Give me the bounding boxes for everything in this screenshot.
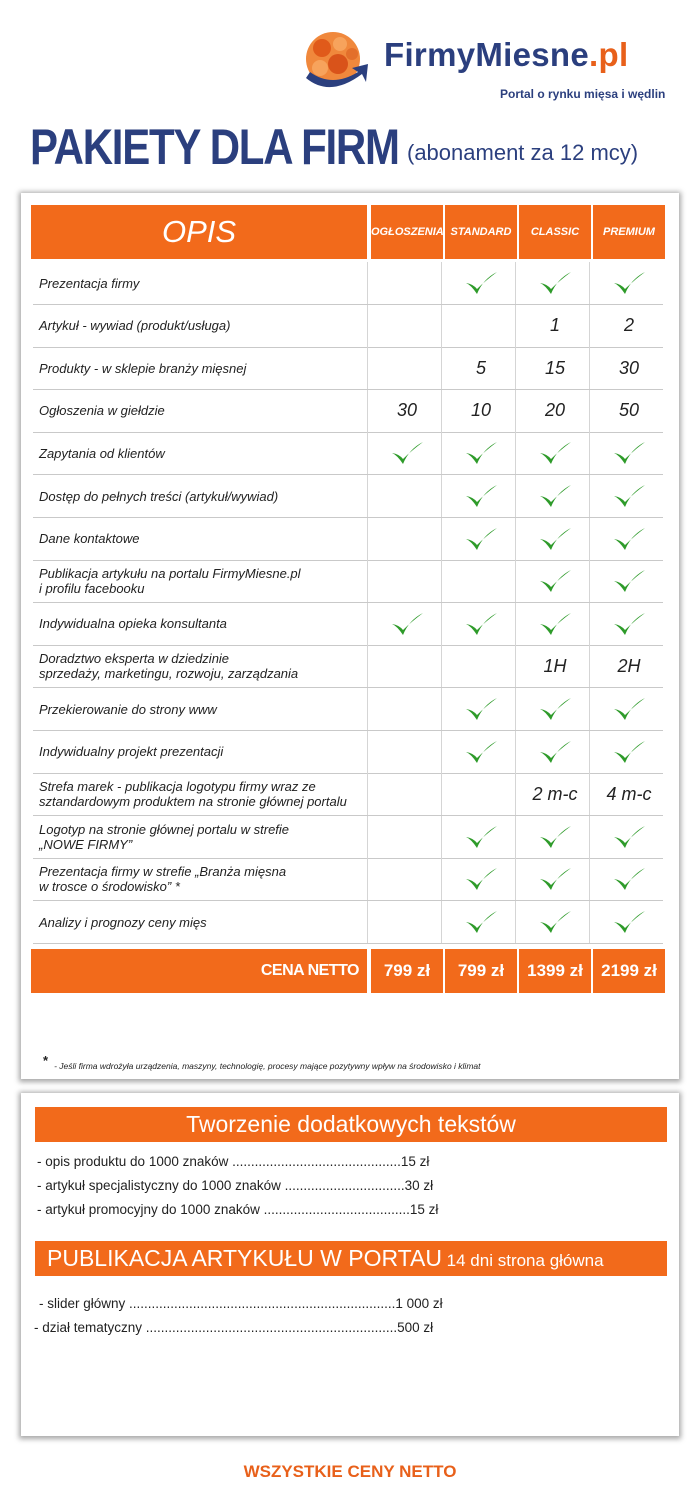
publication-title-main: PUBLIKACJA ARTYKUŁU W PORTAU [47, 1245, 442, 1271]
checkmark-icon [593, 731, 665, 773]
column-divider [367, 731, 368, 773]
table-row [33, 603, 663, 646]
row-label: Publikacja artykułu na portalu FirmyMiesne.pl i profilu facebooku [39, 566, 301, 597]
bottom-note: WSZYSTKIE CENY NETTO [243, 1462, 457, 1481]
row-label: Indywidualna opieka konsultanta [39, 616, 227, 632]
table-row [33, 858, 663, 901]
cell-empty [445, 645, 517, 687]
cell-empty [371, 560, 443, 602]
table-row [33, 773, 663, 816]
checkmark-icon [519, 816, 591, 858]
row-label: Prezentacja firmy w strefie „Branża mięsna w trosce o środowisko” * [39, 864, 287, 895]
price-standard: 799 zł [445, 949, 517, 993]
table-row [33, 816, 663, 859]
checkmark-icon [593, 560, 665, 602]
column-divider [367, 816, 368, 858]
cell-value: 2 [623, 315, 634, 336]
column-divider [367, 347, 368, 389]
table-row [33, 390, 663, 433]
table-row [33, 518, 663, 561]
cell-empty [371, 645, 443, 687]
checkmark-icon [519, 858, 591, 900]
table-row [33, 560, 663, 603]
header-col-classic: CLASSIC [519, 205, 591, 259]
extra-texts-title: Tworzenie dodatkowych tekstów [35, 1107, 667, 1142]
extra-services-panel [21, 1093, 679, 1436]
checkmark-icon [593, 432, 665, 474]
footnote [43, 1053, 480, 1071]
checkmark-icon [519, 475, 591, 517]
row-label: Przekierowanie do strony www [39, 701, 217, 717]
row-label: Analizy i prognozy ceny mięs [39, 914, 207, 930]
column-divider [367, 262, 368, 304]
cell-empty [371, 901, 443, 943]
cell-empty [371, 262, 443, 304]
header-col-premium: PREMIUM [593, 205, 665, 259]
cell-empty [371, 518, 443, 560]
cell-value: 20 [544, 400, 566, 421]
column-divider [367, 901, 368, 943]
extra-text-item: - artykuł specjalistyczny do 1000 znaków ................................30 zł [37, 1178, 434, 1193]
checkmark-icon [593, 858, 665, 900]
column-divider [367, 475, 368, 517]
row-label: Strefa marek - publikacja logotypu firmy wraz ze sztandardowym produktem na stronie głównej portalu [39, 779, 347, 810]
checkmark-icon [445, 901, 517, 943]
price-premium: 2199 zł [593, 949, 665, 993]
extra-text-item: - opis produktu do 1000 znaków .............................................15 zł [37, 1154, 430, 1169]
cell-value: 30 [618, 357, 640, 378]
checkmark-icon [519, 432, 591, 474]
cell-empty [371, 858, 443, 900]
row-label: Ogłoszenia w giełdzie [39, 403, 165, 419]
cell-empty [371, 688, 443, 730]
checkmark-icon [593, 603, 665, 645]
checkmark-icon [519, 518, 591, 560]
column-divider [367, 603, 368, 645]
cell-value: 2 m-c [532, 783, 578, 804]
row-label: Dane kontaktowe [39, 531, 140, 547]
column-divider [367, 773, 368, 815]
row-label: Indywidualny projekt prezentacji [39, 744, 224, 760]
column-divider [367, 390, 368, 432]
price-ogloszenia: 799 zł [371, 949, 443, 993]
cell-value: 15 [544, 357, 566, 378]
publication-title-small: 14 dni strona główna [441, 1251, 604, 1270]
checkmark-icon [445, 475, 517, 517]
publication-item: - slider główny .......................................................................1 000 zł [39, 1296, 443, 1311]
publication-title [35, 1241, 667, 1276]
brand-name-main: FirmyMiesne [384, 36, 590, 73]
packages-panel [21, 193, 679, 1079]
row-label: Zapytania od klientów [39, 445, 165, 461]
cell-value: 5 [475, 357, 486, 378]
cell-value: 4 m-c [606, 783, 652, 804]
checkmark-icon [593, 475, 665, 517]
cell-empty [371, 347, 443, 389]
publication-item: - dział tematyczny ...................................................................500 zł [34, 1320, 434, 1335]
checkmark-icon [445, 518, 517, 560]
checkmark-icon [519, 603, 591, 645]
checkmark-icon [445, 262, 517, 304]
row-label: Produkty - w sklepie branży mięsnej [39, 360, 247, 376]
page-subtitle: (abonament za 12 mcy) [407, 140, 639, 165]
logo-globe-icon [300, 26, 370, 96]
table-row [33, 645, 663, 688]
header-col-ogloszenia: OGŁOSZENIA [371, 205, 443, 259]
cell-empty [445, 773, 517, 815]
cell-value: 1H [543, 655, 567, 676]
checkmark-icon [593, 518, 665, 560]
checkmark-icon [445, 603, 517, 645]
header-col-standard: STANDARD [445, 205, 517, 259]
checkmark-icon [445, 731, 517, 773]
checkmark-icon [445, 432, 517, 474]
checkmark-icon [593, 262, 665, 304]
cell-value: 2H [617, 655, 641, 676]
checkmark-icon [519, 262, 591, 304]
table-row [33, 262, 663, 305]
cell-value: 1 [549, 315, 560, 336]
cell-empty [445, 560, 517, 602]
row-label: Doradztwo eksperta w dziedzinie sprzedaży, marketingu, rozwoju, zarządzania [39, 651, 299, 682]
price-classic: 1399 zł [519, 949, 591, 993]
brand-logo[interactable] [300, 26, 680, 106]
checkmark-icon [519, 560, 591, 602]
table-row [33, 688, 663, 731]
cell-empty [445, 305, 517, 347]
column-divider [367, 688, 368, 730]
checkmark-icon [593, 901, 665, 943]
cell-empty [371, 305, 443, 347]
checkmark-icon [519, 901, 591, 943]
cell-empty [371, 475, 443, 517]
cell-empty [371, 816, 443, 858]
column-divider [367, 645, 368, 687]
checkmark-icon [371, 432, 443, 474]
checkmark-icon [445, 816, 517, 858]
cell-value: 30 [396, 400, 418, 421]
checkmark-icon [593, 816, 665, 858]
brand-name-suffix: .pl [589, 36, 629, 73]
column-divider [367, 305, 368, 347]
cell-value: 10 [470, 400, 492, 421]
checkmark-icon [371, 603, 443, 645]
column-divider [367, 858, 368, 900]
cell-empty [371, 731, 443, 773]
table-row [33, 731, 663, 774]
checkmark-icon [519, 731, 591, 773]
column-divider [367, 560, 368, 602]
table-row [33, 901, 663, 944]
column-divider [367, 432, 368, 474]
brand-tagline: Portal o rynku mięsa i wędlin [500, 87, 666, 101]
row-label: Logotyp na stronie głównej portalu w strefie „NOWE FIRMY” [39, 821, 290, 852]
cell-empty [371, 773, 443, 815]
price-label: CENA NETTO [31, 949, 367, 993]
cell-value: 50 [618, 400, 640, 421]
table-row [33, 347, 663, 390]
footnote-mark: * [43, 1053, 49, 1068]
checkmark-icon [445, 688, 517, 730]
brand-name [384, 36, 628, 74]
table-row [33, 305, 663, 348]
checkmark-icon [519, 688, 591, 730]
table-row [33, 475, 663, 518]
table-row [33, 432, 663, 475]
extra-text-item: - artykuł promocyjny do 1000 znaków .......................................15 zł [37, 1202, 439, 1217]
row-label: Artykuł - wywiad (produkt/usługa) [39, 318, 231, 334]
header-description: OPIS [31, 205, 367, 259]
checkmark-icon [445, 858, 517, 900]
page-title: PAKIETY DLA FIRM [30, 119, 399, 175]
checkmark-icon [593, 688, 665, 730]
column-divider [367, 518, 368, 560]
row-label: Dostęp do pełnych treści (artykuł/wywiad) [39, 488, 279, 504]
row-label: Prezentacja firmy [39, 275, 140, 291]
footnote-text: - Jeśli firma wdrożyła urządzenia, maszyny, technologię, procesy mające pozytywny wpływ na środowisko i klimat [54, 1061, 481, 1071]
